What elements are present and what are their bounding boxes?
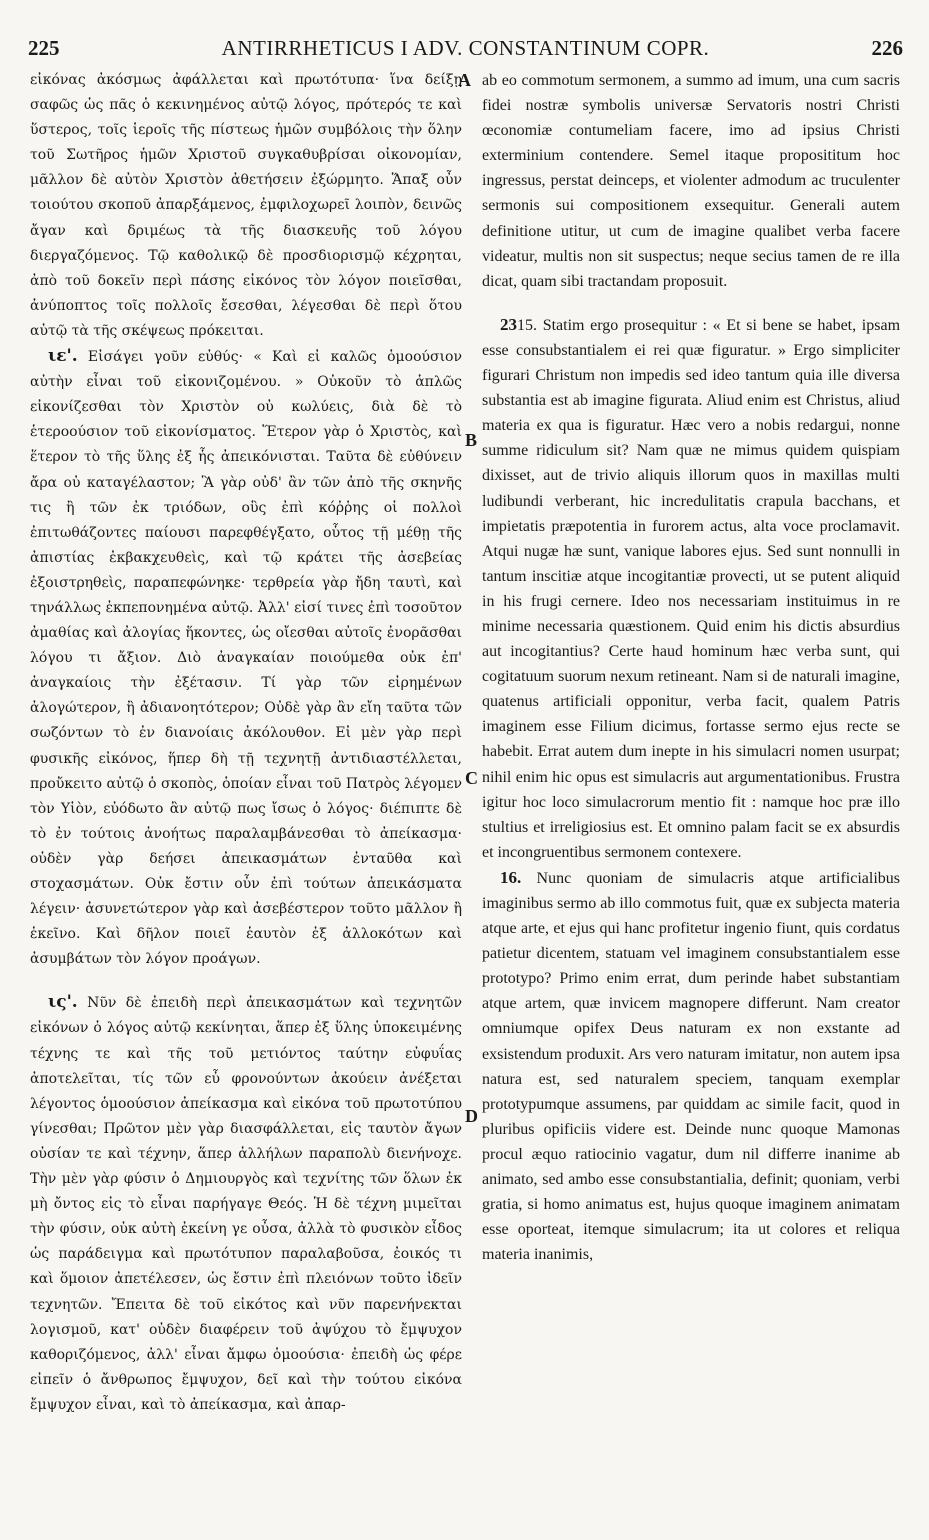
latin-section-number-16: 16. bbox=[500, 867, 522, 887]
page-number-left: 225 bbox=[28, 36, 60, 60]
margin-marker-d: D bbox=[465, 1106, 478, 1126]
margin-marker-a: A bbox=[458, 70, 471, 90]
latin-paragraph-1: ab eo commotum sermonem, a summo ad imum, una cum sacris fidei nostræ symbolis universæ Servatoris nostri Christi œconomiæ contumeliam facere, imo ad ipsius Christi exterminium contendere. Semel itaque proposititum hoc ingressus, perstat deinceps, et violenter admodum ac truculenter sermonis sui compositionem exsequitur. Generali autem definitione utitur, ut cum de imagine qualibet verba facere videatur, multis non sit suspectus; neque secius tamen de re illa dicat, quam sibi tractandam proposuit. bbox=[482, 72, 900, 290]
greek-paragraph-3-text: Νῦν δὲ ἐπειδὴ περὶ ἀπεικασμάτων καὶ τεχνητῶν εἰκόνων ὁ λόγος αὐτῷ κεκίνηται, ἅπερ ἐξ ὕλης ὑποκειμένης τέχνης τε καὶ τῆς τοῦ μετιόντος ταύτην εὐφυΐας ἀποτελεῖται, τίς τῶν εὖ φρονούντων ἀκούειν ἀνέξεται λέγοντος ὁμοούσιον ἀπείκασμα καὶ εἰκόνα τοῦ πρωτοτύπου γίνεσθαι; Πρῶτον μὲν γὰρ διασφάλλεται, εἰς ταυτὸν ἄγων οὐσίαν τε καὶ τέχνην, ἅπερ ἀλλήλων παραπολὺ διενήνοχε. Τὴν μὲν γὰρ φύσιν ὁ Δημιουργὸς καὶ τεχνίτης τῶν ὅλων ἐκ μὴ ὄντος εἰς τὸ εἶναι παρήγαγε Θεός. Ἡ δὲ τέχνη μιμεῖται τὴν φύσιν, οὐκ αὐτὴ ἐκείνη γε οὖσα, ἀλλὰ τὸ φυσικὸν εἶδος ὡς παράδειγμα καὶ πρωτότυπον παραλαβοῦσα, ἐοικός τι καὶ ὅμοιον ἀπετέλεσεν, ὡς ἔστιν ἐπὶ πλειόνων τοῦτο ἰδεῖν τεχνητῶν. Ἔπειτα δὲ τοῦ εἰκότος καὶ νῦν παρενήνεκται λογισμοῦ, κατ' οὐδὲν διαφέρειν τοῦ ἀψύχου τὸ ἔμψυχον καθοριζόμενος, ἀλλ' εἶναι ἄμφω ὁμοούσια· ἐπειδὴ ὡς φέρε εἰπεῖν ὁ ἄνθρωπος ἔμψυχον, δεῖ καὶ τὴν τούτου εἰκόνα ἔμψυχον εἶναι, καὶ τὸ ἀπείκασμα, καὶ ἀπαρ- bbox=[30, 995, 462, 1413]
greek-paragraph-2-text: Εἰσάγει γοῦν εὐθύς· « Καὶ εἰ καλῶς ὁμοούσιον αὐτὴν εἶναι τοῦ εἰκονιζομένου. » Οὐκοῦν τὸ ἁπλῶς εἰκονίζεσθαι τὸν Χριστὸν οὐ κωλύεις, διὰ δὲ τὸ ἑτεροούσιον τοῦ εἰκονίσματος. Ἕτερον γὰρ ὁ Χριστὸς, καὶ ἕτερον τὸ τῆς ὕλης ἐξ ἧς ἀπεικόνισται. Ταῦτα δὲ εὐθύνειν ἄρα οὐ καταγέλαστον; Ἃ γὰρ οὐδ' ἂν τῶν ἀπὸ τῆς σκηνῆς τις ἢ τῶν ἐκ τριόδων, οὓς ἐπὶ κόῤῥης οἱ πολλοὶ ἐπιτωθάζοντες παίουσι παρεφθέγξατο, οὗτος τῇ μέθῃ τῆς ἀπιστίας ἐκβακχευθεὶς, καὶ τῷ κράτει τῆς ἀσεβείας ἐξοιστρηθεὶς, παραπεφώνηκε· τερθρεία γὰρ ἤδη ταυτὶ, καὶ τηνάλλως ἐκπεπονημένα αὐτῷ. Ἀλλ' εἰσί τινες ἐπὶ τοσοῦτον ἀμαθίας καὶ ἀλογίας ἥκοντες, ὡς οἴεσθαι αὐτοῖς ἐνορᾶσθαι λόγου τι ἄξιον. Διὸ ἀναγκαίαν ποιούμεθα οὐκ ἐπ' ἀναγκαίοις τὴν ἐξέτασιν. Τί γὰρ τῶν εἰρημένων ἀλογώτερον, ἢ ἀδιανοητότερον; Οὐδὲ γὰρ ἂν εἴη ταῦτα τῶν σωζόντων τὸ ἐν διανοίαις ἀκόλουθον. Εἰ μὲν γὰρ περὶ φυσικῆς εἰκόνος, ἥπερ δὴ τῇ τεχνητῇ ἀντιδιαστέλλεται, προὔκειτο αὐτῷ ὁ σκοπὸς, ὁποίαν εἶναι τοῦ Πατρὸς λέγομεν τὸν Υἱὸν, εὐόδωτο ἂν αὐτῷ πως ἴσως ὁ λόγος· διέπιπτε δὲ τὸ ἐν τούτοις ἀνοήτως παραλαμβάνεσθαι τὸ ἀπείκασμα· οὐδὲν γὰρ δεήσει ἀπεικασμάτων ἐνταῦθα καὶ στοχασμάτων. Οὐκ ἔστιν οὖν ἐπὶ τούτων ἀπεικάσματα λέγειν· ἀσυνετώτερον γὰρ καὶ ἀσεβέστερον τοῦτο μᾶλλον ἢ ἐκεῖνο. Καὶ δῆλον ποιεῖ ἑαυτὸν ἐξ ἀλλοκότων καὶ ἀσυμβάτων τὸν λόγον προάγων. bbox=[30, 349, 462, 968]
paragraph-gap bbox=[482, 294, 900, 312]
greek-paragraph-3 bbox=[30, 990, 462, 1418]
page-header bbox=[28, 36, 903, 64]
greek-section-number-15: ιε'. bbox=[48, 346, 78, 367]
latin-section-number-15: 15. bbox=[517, 316, 537, 334]
margin-marker-c: C bbox=[465, 768, 478, 788]
margin-marker-b: B bbox=[465, 430, 478, 450]
greek-paragraph-2 bbox=[30, 344, 462, 972]
greek-section-number-16: ις'. bbox=[48, 992, 78, 1013]
page-number-right: 226 bbox=[871, 36, 903, 60]
latin-column-number: 23 bbox=[500, 314, 517, 334]
paragraph-gap bbox=[30, 972, 462, 990]
latin-column bbox=[482, 68, 900, 1520]
running-title: ANTIRRHETICUS I ADV. CONSTANTINUM COPR. bbox=[221, 36, 710, 60]
greek-paragraph-1: εἰκόνας ἀκόσμως ἀφάλλεται καὶ πρωτότυπα· ἵνα δείξῃ σαφῶς ὡς πᾶς ὁ κεκινημένος αὐτῷ λόγος, πρότερός τε καὶ ὕστερος, τοῖς ἱεροῖς τῆς πίστεως ἡμῶν συμβόλοις τὴν ὅλην τοῦ Σωτῆρος ἡμῶν Χριστοῦ συγκαθυβρίσαι οἰκονομίαν, μᾶλλον δὲ αὐτὸν Χριστὸν ἀθετήσειν ἐξώρμητο. Ἅπαξ οὖν τοιούτου σκοποῦ ἀπαρξάμενος, ἐμφιλοχωρεῖ λοιπὸν, δεινῶς ἄγαν καὶ δριμέως τὰ τῆς διασκευῆς τοῦ λόγου διεργαζόμενος. Τῷ καθολικῷ δὲ προσδιορισμῷ κέχρηται, ἀπὸ τοῦ δοκεῖν περὶ πάσης εἰκόνος τὸν λόγον ποιεῖσθαι, ἀνύποπτος τοῖς πολλοῖς ἔσεσθαι, λέγεσθαι δὲ περὶ ὅτου αὐτῷ τὰ τῆς σκέψεως πρόκειται. bbox=[30, 72, 462, 339]
latin-paragraph-3 bbox=[482, 865, 900, 1268]
greek-column bbox=[30, 68, 462, 1520]
latin-paragraph-3-text: Nunc quoniam de simulacris atque artificialibus imaginibus sermo ab illo commotus fuit, quæ ex subjecta materia atque arte, et ejus qui hanc profitetur ingenio fiunt, quis cordatus patietur dicentem, statuam vel imaginem consubstantialem esse prototypo? Primo enim errat, dum perinde habet substantiam atque artem, quæ invicem magnopere differunt. Nam creator omniumque opifex Deus naturam ex non exstante ad exsistendum produxit. Ars vero naturam imitatur, non autem ipsa natura est, sed naturalem speciem, tanquam exemplar prototypumque assumens, par quiddam ac simile facit, quod in pluribus opificiis videre est. Deinde nunc quoque Mamonas procul æquo ratiocinio vagatur, dum nil differre inanime ab animato, sed ambo esse consubstantialia, definit; quoniam, verbi gratia, si homo animatus est, hujus quoque imaginem animatam esse oporteat, itemque simulacrum; ita ut colores et reliqua materia inanimis, bbox=[482, 869, 900, 1264]
latin-paragraph-2-text: Statim ergo prosequitur : « Et si bene se habet, ipsam esse consubstantialem ei rei quæ figuratur. » Ergo simpliciter figurari Christum non impedis sed ideo tantum quia ille diversa substantia est ab imagine figurata. Aliud enim est Christus, aliud materia ex qua is figuratur. Hæc vero a nobis redargui, nonne summe ridiculum sit? Nam quæ ne mimus quidem quispiam dixisset, aut de trivio aliquis illorum quos in maxillas multi ludibundi verberant, hic incredulitatis crapula bacchans, et impietatis præpotentia in furorem actus, alta voce proclamavit. Atqui nugæ hæ sunt, vanique labores ejus. Sed sunt nonnulli in tantum inscitiæ atque incogitantiæ provecti, ut se putent aliquid in his frugi cernere. Ideo nos necessariam instituimus in re minime necessaria quæstionem. Quid enim his dictis absurdius aut incogitantius? Certe haud hominum hæc verba sunt, qui cogitatuum suorum nexum retineant. Nam si de naturali imagine, quatenus artificiali opponitur, verba facit, qualem Patris imaginem esse Filium dicimus, fortasse sermo ejus recte se habebit. Errat autem dum inepte in his simulacri nomen usurpat; nihil enim hic opus est simulacris aut argumentationibus. Frustra igitur hoc loco simulacrorum mentio fit : namque hoc præ illo stultius et irreligiosius est. Et omnino palam facit se ex absurdis et incongruentibus sermonem contexere. bbox=[482, 316, 900, 861]
latin-paragraph-2 bbox=[482, 312, 900, 865]
